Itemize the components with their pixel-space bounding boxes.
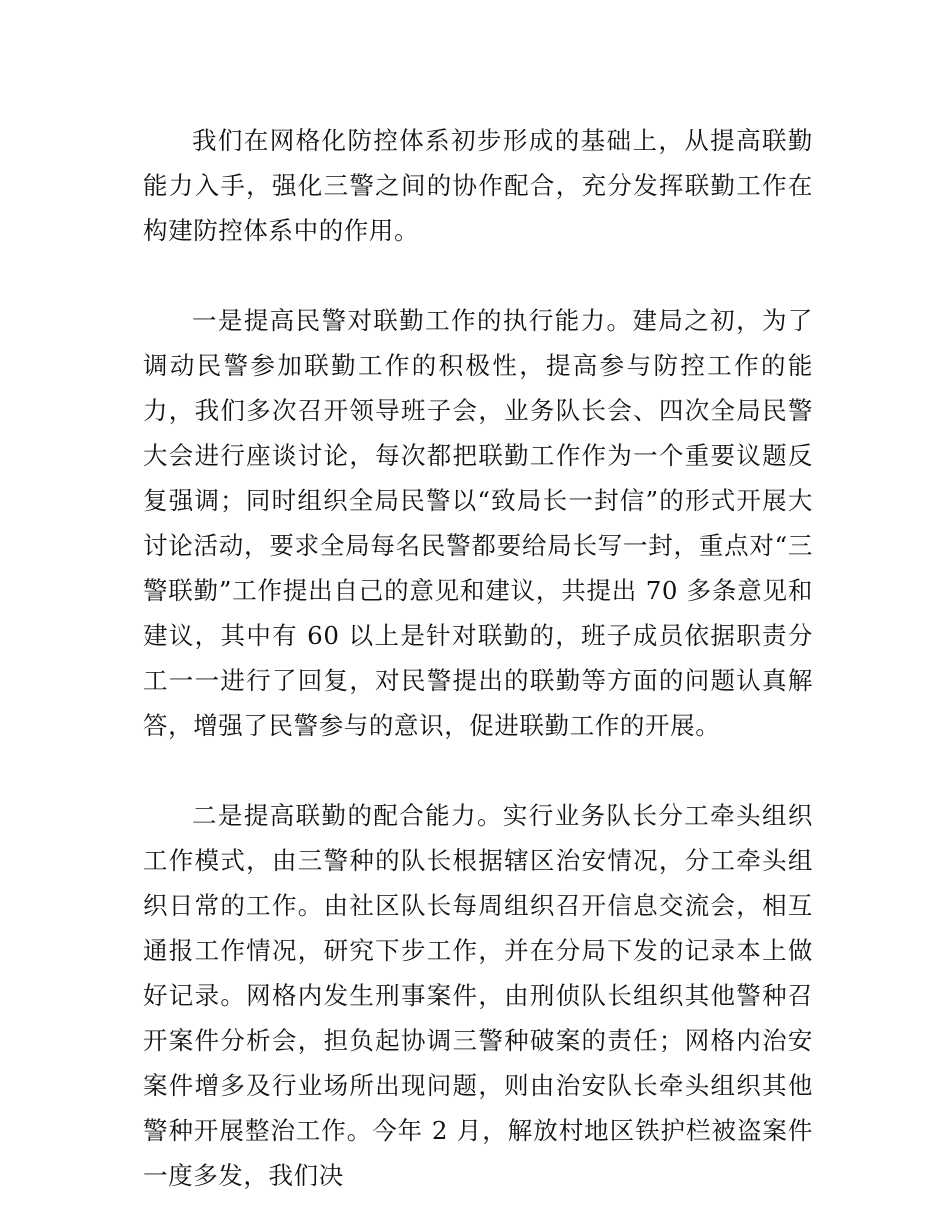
- paragraph-intro: 我们在网格化防控体系初步形成的基础上，从提高联勤能力入手，强化三警之间的协作配合，充分发挥联勤工作在构建防控体系中的作用。: [143, 126, 813, 245]
- paragraph-execution-ability: 一是提高民警对联勤工作的执行能力。建局之初，为了调动民警参加联勤工作的积极性，提高参与防控工作的能力，我们多次召开领导班子会，业务队长会、四次全局民警大会进行座谈讨论，每次都把联勤工作作为一个重要议题反复强调；同时组织全局民警以“致局长一封信”的形式开展大讨论活动，要求全局每名民警都要给局长写一封，重点对“三警联勤”工作提出自己的意见和建议，共提出 70 多条意见和建议，其中有 60 以上是针对联勤的，班子成员依据职责分工一一进行了回复，对民警提出的联勤等方面的问题认真解答，增强了民警参与的意识，促进联勤工作的开展。: [143, 306, 813, 740]
- document-body: [143, 118, 813, 1198]
- paragraph-coordination-ability: 二是提高联勤的配合能力。实行业务队长分工牵头组织工作模式，由三警种的队长根据辖区治安情况，分工牵头组织日常的工作。由社区队长每周组织召开信息交流会，相互通报工作情况，研究下步工作，并在分局下发的记录本上做好记录。网格内发生刑事案件，由刑侦队长组织其他警种召开案件分析会，担负起协调三警种破案的责任；网格内治安案件增多及行业场所出现问题，则由治安队长牵头组织其他警种开展整治工作。今年 2 月，解放村地区铁护栏被盗案件一度多发，我们决: [143, 801, 813, 1190]
